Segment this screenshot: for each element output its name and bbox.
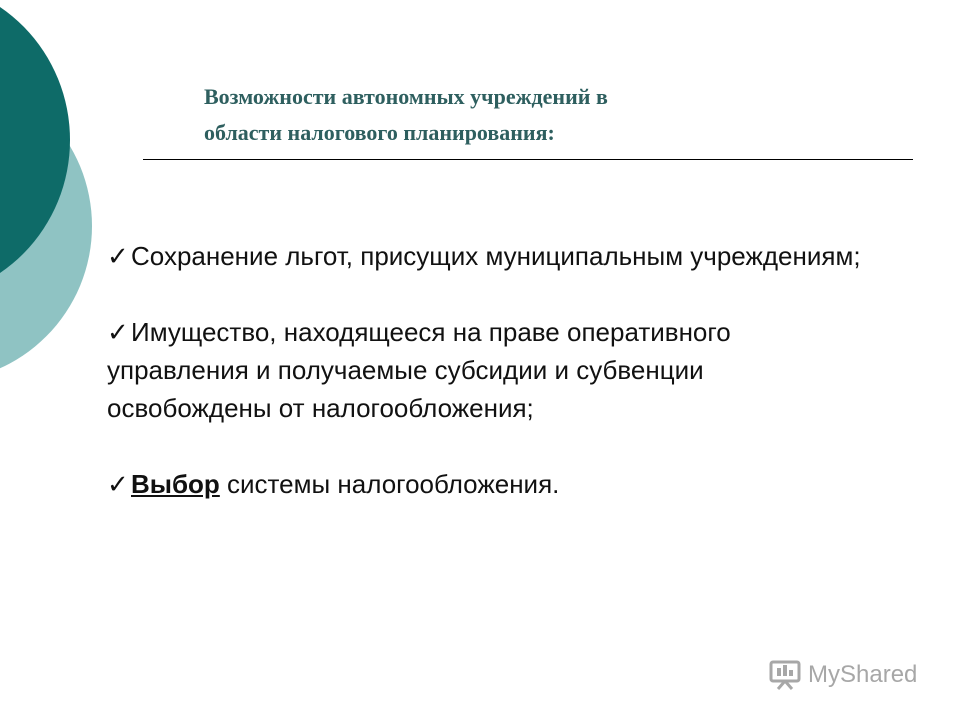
watermark xyxy=(768,657,928,693)
bullet-list xyxy=(107,237,867,541)
title-line-1: Возможности автономных учреждений в xyxy=(204,84,608,109)
checkmark-icon: ✓ xyxy=(107,317,129,347)
title-line-2: области налогового планирования: xyxy=(204,120,555,145)
watermark-text: MyShared xyxy=(808,661,918,688)
bullet-text: Имущество, находящееся на праве оперативного управления и получаемые субсидии и субвенции освобождены от налогообложения; xyxy=(107,317,731,423)
title-divider xyxy=(143,159,913,160)
bullet-text: Сохранение льгот, присущих муниципальным учреждениям; xyxy=(131,241,861,271)
bullet-item-3 xyxy=(107,465,867,503)
checkmark-icon: ✓ xyxy=(107,241,129,271)
slide-title xyxy=(204,79,904,151)
bullet-text: системы налогообложения. xyxy=(219,469,560,499)
bullet-item-2 xyxy=(107,313,867,427)
presentation-icon xyxy=(768,659,802,691)
bullet-item-1 xyxy=(107,237,867,275)
checkmark-icon: ✓ xyxy=(107,469,129,499)
bullet-emphasis: Выбор xyxy=(131,469,220,499)
